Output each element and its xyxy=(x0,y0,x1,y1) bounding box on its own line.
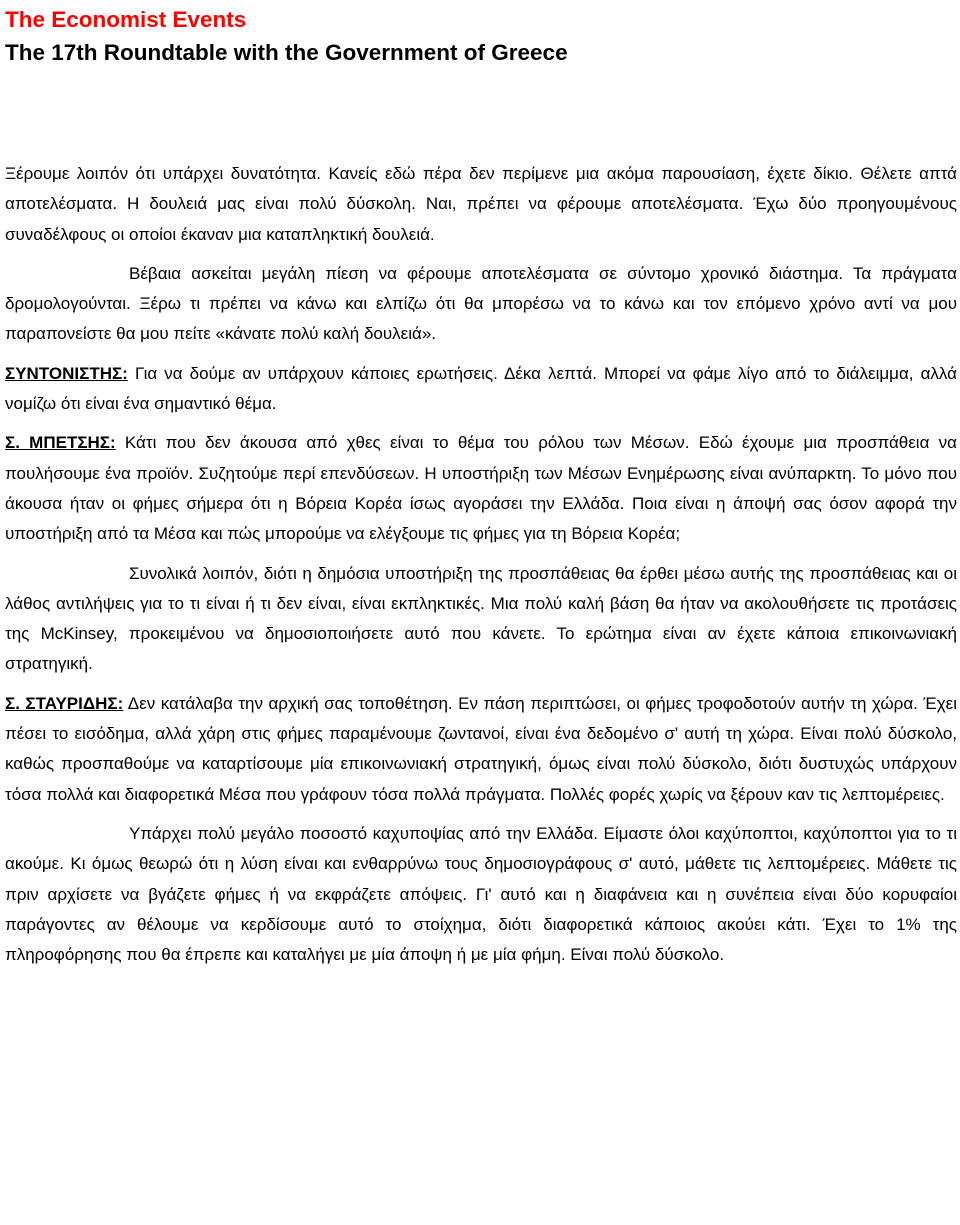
speaker-label: Σ. ΜΠΕΤΣΗΣ: xyxy=(5,433,116,453)
document-page xyxy=(5,0,957,970)
event-title: The 17th Roundtable with the Government of Greece xyxy=(5,40,568,65)
paragraph-2 xyxy=(5,259,957,350)
paragraph-7 xyxy=(5,819,957,970)
event-organizer-title: The Economist Events xyxy=(5,7,247,32)
paragraph-1 xyxy=(5,159,957,250)
paragraph-text: Για να δούμε αν υπάρχουν κάποιες ερωτήσεις. Δέκα λεπτά. Μπορεί να φάμε λίγο από το διάλειμμα, αλλά νομίζω ότι είναι ένα σημαντικό θέμα. xyxy=(5,363,957,414)
paragraph-text: Βέβαια ασκείται μεγάλη πίεση να φέρουμε αποτελέσματα σε σύντομο χρονικό διάστημα. Τα πράγματα δρομολογούνται. Ξέρω τι πρέπει να κάνω και ελπίζω ότι θα μπορέσω να το κάνω και τον επόμενο χρόνο αντί να μου παραπονείστε θα μου πείτε «κάνατε πολύ καλή δουλειά». xyxy=(5,263,957,344)
speaker-label: ΣΥΝΤΟΝΙΣΤΗΣ: xyxy=(5,363,128,383)
paragraph-text: Ξέρουμε λοιπόν ότι υπάρχει δυνατότητα. Κανείς εδώ πέρα δεν περίμενε μια ακόμα παρουσίαση, έχετε δίκιο. Θέλετε απτά αποτελέσματα. Η δουλειά μας είναι πολύ δύσκολη. Ναι, πρέπει να φέρουμε αποτελέσματα. Έχω δύο προηγουμένους συναδέλφους οι οποίοι έκαναν μια καταπληκτική δουλειά. xyxy=(5,164,957,244)
document-header xyxy=(5,0,957,69)
paragraph-4 xyxy=(5,428,957,549)
paragraph-5 xyxy=(5,559,957,680)
paragraph-6 xyxy=(5,689,957,810)
paragraph-text: Κάτι που δεν άκουσα από χθες είναι το θέμα του ρόλου των Μέσων. Εδώ έχουμε μια προσπάθεια να πουλήσουμε ένα προϊόν. Συζητούμε περί επενδύσεων. Η υποστήριξη των Μέσων Ενημέρωσης είναι ανύπαρκτη. Το μόνο που άκουσα ήταν οι φήμες σήμερα ότι η Βόρεια Κορέα ίσως αγοράσει την Ελλάδα. Ποια είναι η άποψή σας όσον αφορά την υποστήριξη από τα Μέσα και πώς μπορούμε να ελέγξουμε τις φήμες για τη Βόρεια Κορέα; xyxy=(5,433,957,544)
paragraph-text: Συνολικά λοιπόν, διότι η δημόσια υποστήριξη της προσπάθειας θα έρθει μέσω αυτής της προσπάθειας και οι λάθος αντιλήψεις για το τι είναι ή τι δεν είναι, είναι εκπληκτικές. Μια πολύ καλή βάση θα ήταν να ακολουθήσετε τις προτάσεις της McKinsey, προκειμένου να δημοσιοποιήσετε αυτό που κάνετε. Το ερώτημα είναι αν έχετε κάποια επικοινωνιακή στρατηγική. xyxy=(5,563,957,674)
speaker-label: Σ. ΣΤΑΥΡΙΔΗΣ: xyxy=(5,693,124,713)
paragraph-text: Υπάρχει πολύ μεγάλο ποσοστό καχυποψίας από την Ελλάδα. Είμαστε όλοι καχύποπτοι, καχύποπτοι για το τι ακούμε. Κι όμως θεωρώ ότι η λύση είναι και ενθαρρύνω τους δημοσιογράφους σ' αυτό, μάθετε τις λεπτομέρειες. Μάθετε τις πριν αρχίσετε να βγάζετε φήμες ή να εκφράζετε απόψεις. Γι' αυτό και η διαφάνεια και η συνέπεια είναι δύο κορυφαίοι παράγοντες αν θέλουμε να κερδίσουμε αυτό το στοίχημα, διότι διαφορετικά κάποιος ακούει κάτι. Έχει το 1% της πληροφόρησης που θα έπρεπε και καταλήγει με μία άποψη ή με μία φήμη. Είναι πολύ δύσκολο. xyxy=(5,823,957,965)
paragraph-3 xyxy=(5,359,957,420)
transcript-body xyxy=(5,159,957,970)
paragraph-text: Δεν κατάλαβα την αρχική σας τοποθέτηση. Εν πάση περιπτώσει, οι φήμες τροφοδοτούν αυτήν τη χώρα. Έχει πέσει το εισόδημα, αλλά χάρη στις φήμες παραμένουμε ζωντανοί, είναι ένα δεδομένο σ' αυτή τη χώρα. Είναι πολύ δύσκολο, καθώς προσπαθούμε να καταρτίσουμε μία επικοινωνιακή στρατηγική, όμως είναι πολύ δύσκολο, διότι δυστυχώς υπάρχουν τόσα πολλά και διαφορετικά Μέσα που γράφουν τόσα πολλά πράγματα. Πολλές φορές χωρίς να ξέρουν καν τις λεπτομέρειες. xyxy=(5,693,957,804)
